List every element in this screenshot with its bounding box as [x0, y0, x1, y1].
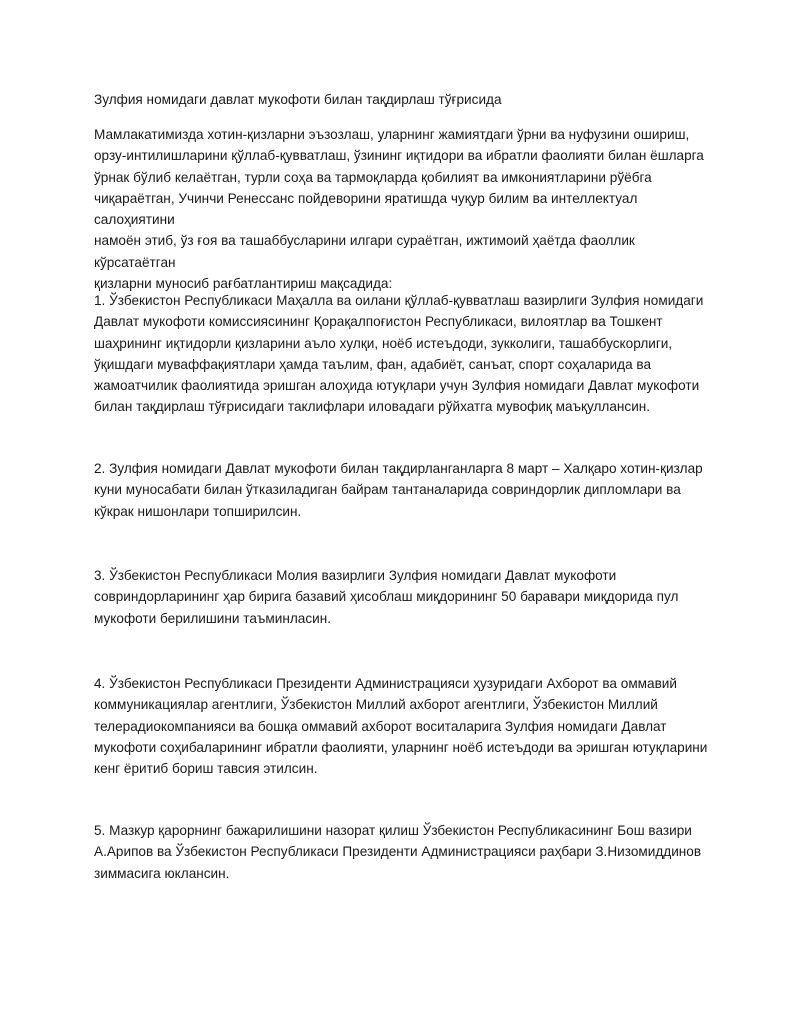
- document-title: Зулфия номидаги давлат мукофоти билан тақдирлаш тўғрисида: [94, 92, 502, 107]
- numbered-item-4: 4. Ўзбекистон Республикаси Президенти Администрацияси ҳузуридаги Ахборот ва оммавий коммуникациялар агентлиги, Ўзбекистон Миллий ахборот агентлиги, Ўзбекистон Миллий телерадиокомпанияси ва бошқа оммавий ахборот воситаларига Зулфия номидаги Давлат мукофоти соҳибаларининг ибратли фаолияти, уларнинг ноёб истеъдоди ва эришган ютуқларини кенг ёритиб бориш тавсия этилсин.: [94, 676, 708, 777]
- numbered-item-3: 3. Ўзбекистон Республикаси Молия вазирлиги Зулфия номидаги Давлат мукофоти совриндорларининг ҳар бирига базавий ҳисоблаш миқдорининг 50 баравари миқдорида пул мукофоти берилишини таъминласин.: [94, 568, 679, 626]
- numbered-item-5: 5. Мазкур қарорнинг бажарилишини назорат қилиш Ўзбекистон Республикасининг Бош вазири А.Арипов ва Ўзбекистон Республикаси Президенти Администрацияси раҳбари З.Низомиддинов зиммасига юклансин.: [94, 823, 702, 881]
- numbered-item-2: 2. Зулфия номидаги Давлат мукофоти билан тақдирланганларга 8 март – Халқаро хотин-қизлар куни муносабати билан ўтказиладиган байрам тантаналарида совриндорлик дипломлари ва кўкрак нишонлари топширилсин.: [94, 461, 703, 519]
- numbered-item-1: 1. Ўзбекистон Республикаси Маҳалла ва оилани қўллаб-қувватлаш вазирлиги Зулфия номидаги Давлат мукофоти комиссиясининг Қорақалпоғистон Республикаси, вилоятлар ва Тошкент шаҳрининг иқтидорли қизларини аъло хулқи, ноёб истеъдоди, зукколиги, ташаббускорлиги, ўқишдаги муваффақиятлари ҳамда таълим, фан, адабиёт, санъат, спорт соҳаларида ва жамоатчилик фаолиятида эришган алоҳида ютуқлари учун Зулфия номидаги Давлат мукофоти билан тақдирлаш тўғрисидаги таклифлари иловадаги рўйхатга мувофиқ маъқуллансин.: [94, 293, 704, 415]
- intro-paragraph: Мамлакатимизда хотин-қизларни эъзозлаш, уларнинг жамиятдаги ўрни ва нуфузини ошириш, орзу-интилишларини қўллаб-қувватлаш, ўзининг иқтидори ва ибратли фаолияти билан ёшларга ўрнак бўлиб келаётган, турли соҳа ва тармоқларда қобилият ва имкониятларини рўёбга чиқараётган, Учинчи Ренессанс пойдеворини яратишда чуқур билим ва интеллектуал салоҳиятини намоён этиб, ўз ғоя ва ташаббусларини илгари сураётган, ижтимоий ҳаётда фаоллик кўрсатаётган қизларни муносиб рағбатлантириш мақсадида:: [94, 127, 704, 292]
